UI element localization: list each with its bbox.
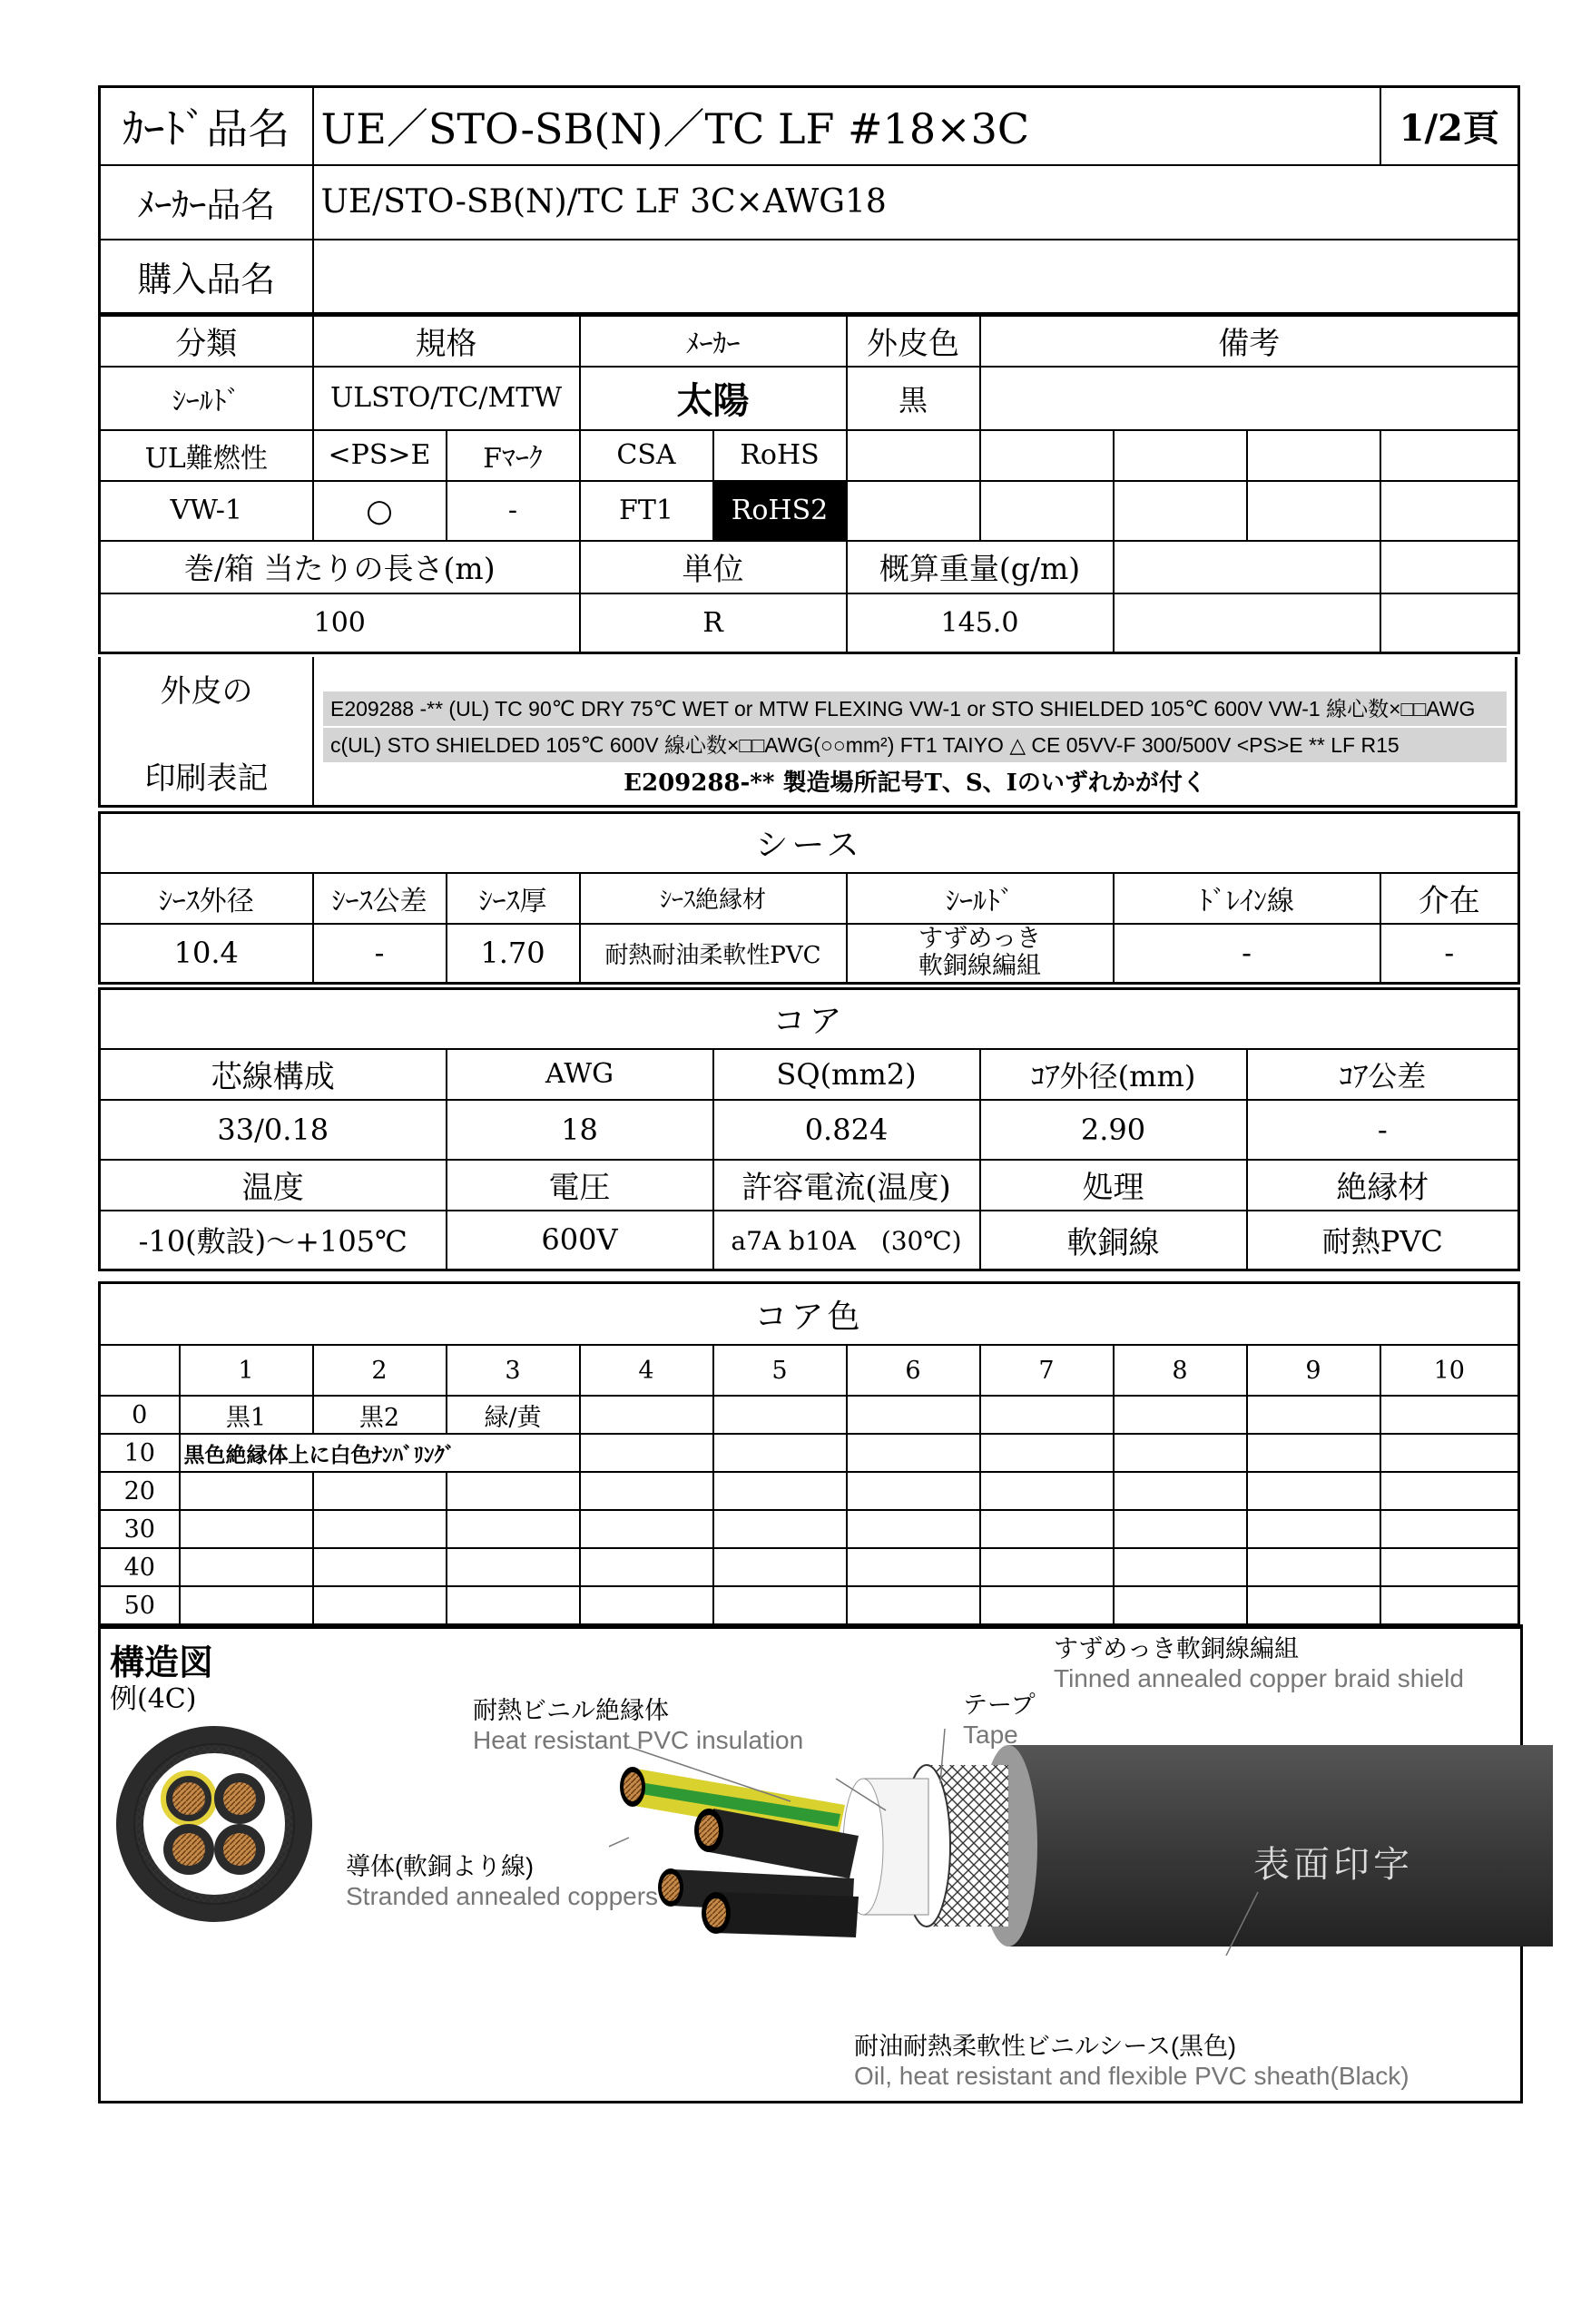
row-label: 10 — [100, 1434, 180, 1472]
core-color-title: コア色 — [100, 1283, 1519, 1346]
insulation-label: 耐熱ビニル絶縁体 Heat resistant PVC insulation — [473, 1697, 804, 1754]
standard-header: 規格 — [313, 316, 580, 367]
col-header: 3 — [447, 1345, 580, 1396]
drain-header: ﾄﾞﾚｲﾝ線 — [1114, 873, 1380, 924]
col-header: 5 — [713, 1345, 847, 1396]
voltage-header: 電圧 — [447, 1160, 713, 1211]
shield-value: すずめっき 軟銅線編組 — [847, 924, 1114, 984]
col-header: 1 — [180, 1345, 313, 1396]
remarks-value — [980, 367, 1519, 430]
awg-header: AWG — [447, 1049, 713, 1100]
row-label: 30 — [100, 1510, 180, 1548]
color-cell: 緑/黄 — [447, 1396, 580, 1434]
col-header: 8 — [1114, 1345, 1247, 1396]
table-row — [100, 1472, 1519, 1510]
insulation-value: 耐熱PVC — [1247, 1211, 1519, 1270]
col-header: 9 — [1247, 1345, 1380, 1396]
header-table — [98, 85, 1517, 315]
cable-diagram-icon — [609, 1729, 1571, 1956]
row-label: 20 — [100, 1472, 180, 1510]
treatment-value: 軟銅線 — [980, 1211, 1247, 1270]
core-title: コア — [100, 989, 1519, 1049]
classification-value: ｼｰﾙﾄﾞ — [100, 367, 313, 430]
ampacity-header: 許容電流(温度) — [713, 1160, 980, 1211]
maker-name-label: ﾒｰｶｰ品名 — [100, 165, 313, 240]
remarks-header: 備考 — [980, 316, 1519, 367]
print-line-1: E209288 -** (UL) TC 90℃ DRY 75℃ WET or MTW FLEXING VW-1 or STO SHIELDED 105℃ 600V VW-1 線心数×□□AWG — [323, 691, 1507, 726]
filler-header: 介在 — [1380, 873, 1519, 924]
sheath-thickness-value: 1.70 — [447, 924, 580, 984]
core-tolerance-header: ｺｱ公差 — [1247, 1049, 1519, 1100]
core-od-header: ｺｱ外径(mm) — [980, 1049, 1247, 1100]
sq-header: SQ(mm2) — [713, 1049, 980, 1100]
cross-section-icon — [110, 1720, 319, 1928]
maker-header: ﾒｰｶｰ — [580, 316, 847, 367]
core-od-value: 2.90 — [980, 1100, 1247, 1160]
conductor-value: 33/0.18 — [100, 1100, 447, 1160]
table-row — [100, 1396, 1519, 1434]
purchase-name-value — [313, 240, 1519, 314]
sheath-material-value: 耐熱耐油柔軟性PVC — [580, 924, 847, 984]
sheath-od-value: 10.4 — [100, 924, 313, 984]
table-row — [100, 1434, 1519, 1472]
csa-value: FT1 — [580, 481, 713, 541]
classification-header: 分類 — [100, 316, 313, 367]
printing-label-bottom: 印刷表記 — [144, 760, 269, 797]
ampacity-value: a7A b10A (30℃) — [713, 1211, 980, 1270]
card-name-value: UE／STO-SB(N)／TC LF #18×3C — [313, 87, 1380, 165]
sheath-tolerance-value: - — [313, 924, 447, 984]
tape-label: テープ Tape — [963, 1692, 1036, 1749]
maker-value: 太陽 — [580, 367, 847, 430]
ps-e-value: ○ — [313, 481, 447, 541]
unit-value: R — [580, 593, 847, 653]
filler-value: - — [1380, 924, 1519, 984]
rohs-value: RoHS2 — [713, 481, 847, 541]
sheath-tolerance-header: ｼｰｽ公差 — [313, 873, 447, 924]
row-label: 50 — [100, 1586, 180, 1625]
insulation-header: 絶縁材 — [1247, 1160, 1519, 1211]
col-header: 2 — [313, 1345, 447, 1396]
color-cell: 黒2 — [313, 1396, 447, 1434]
card-name-label: ｶｰﾄﾞ品名 — [100, 87, 313, 165]
jacket-color-value: 黒 — [847, 367, 980, 430]
printing-label-top: 外皮の — [160, 673, 253, 710]
core-tolerance-value: - — [1247, 1100, 1519, 1160]
print-line-2: c(UL) STO SHIELDED 105℃ 600V 線心数×□□AWG(○○mm²) FT1 TAIYO △ CE 05VV-F 300/500V <PS>E ** LF R15 — [323, 728, 1507, 762]
core-color-table — [98, 1281, 1517, 1626]
shield-header: ｼｰﾙﾄﾞ — [847, 873, 1114, 924]
temperature-value: -10(敷設)～+105℃ — [100, 1211, 447, 1270]
sheath-label: 耐油耐熱柔軟性ビニルシース(黒色) Oil, heat resistant and flexible PVC sheath(Black) — [854, 2033, 1409, 2090]
jacket-color-header: 外皮色 — [847, 316, 980, 367]
surface-print-label: 表面印字 — [1253, 1844, 1413, 1886]
col-header: 10 — [1380, 1345, 1519, 1396]
purchase-name-label: 購入品名 — [100, 240, 313, 314]
temperature-header: 温度 — [100, 1160, 447, 1211]
weight-header: 概算重量(g/m) — [847, 541, 1114, 593]
conductor-label: 導体(軟銅より線) Stranded annealed coppers — [346, 1853, 659, 1910]
spec-table — [98, 314, 1517, 654]
standard-value: ULSTO/TC/MTW — [313, 367, 580, 430]
col-header: 4 — [580, 1345, 713, 1396]
braid-label: すずめっき軟銅線編組 Tinned annealed copper braid shield — [1054, 1635, 1464, 1692]
length-header: 巻/箱 当たりの長さ(m) — [100, 541, 580, 593]
ul-flame-value: VW-1 — [100, 481, 313, 541]
weight-value: 145.0 — [847, 593, 1114, 653]
unit-header: 単位 — [580, 541, 847, 593]
ul-flame-header: UL難燃性 — [100, 430, 313, 481]
ps-e-header: <PS>E — [313, 430, 447, 481]
col-header: 6 — [847, 1345, 980, 1396]
table-row — [100, 1548, 1519, 1586]
table-row — [100, 1510, 1519, 1548]
conductor-header: 芯線構成 — [100, 1049, 447, 1100]
voltage-value: 600V — [447, 1211, 713, 1270]
row-label: 40 — [100, 1548, 180, 1586]
printing-section — [98, 657, 1517, 808]
color-cell: 黒1 — [180, 1396, 313, 1434]
drain-value: - — [1114, 924, 1380, 984]
structure-title: 構造図 — [110, 1642, 214, 1682]
col-header: 7 — [980, 1345, 1114, 1396]
length-value: 100 — [100, 593, 580, 653]
row-label: 0 — [100, 1396, 180, 1434]
page-number: 1/2頁 — [1380, 87, 1519, 165]
print-note: E209288-** 製造場所記号T、S、Iのいずれかが付く — [624, 770, 1206, 797]
structure-example: 例(4C) — [110, 1683, 197, 1715]
csa-header: CSA — [580, 430, 713, 481]
treatment-header: 処理 — [980, 1160, 1247, 1211]
sheath-od-header: ｼｰｽ外径 — [100, 873, 313, 924]
structure-diagram — [98, 1624, 1523, 2103]
sheath-thickness-header: ｼｰｽ厚 — [447, 873, 580, 924]
f-mark-header: Fﾏｰｸ — [447, 430, 580, 481]
sheath-title: シース — [100, 813, 1519, 873]
maker-name-value: UE/STO-SB(N)/TC LF 3C×AWG18 — [313, 165, 1519, 240]
numbering-note: 黒色絶縁体上に白色ﾅﾝﾊﾞﾘﾝｸﾞ — [180, 1434, 580, 1472]
f-mark-value: - — [447, 481, 580, 541]
rohs-header: RoHS — [713, 430, 847, 481]
sheath-table — [98, 811, 1517, 985]
sheath-material-header: ｼｰｽ絶縁材 — [580, 873, 847, 924]
sq-value: 0.824 — [713, 1100, 980, 1160]
awg-value: 18 — [447, 1100, 713, 1160]
table-row — [100, 1586, 1519, 1625]
core-table — [98, 987, 1517, 1271]
